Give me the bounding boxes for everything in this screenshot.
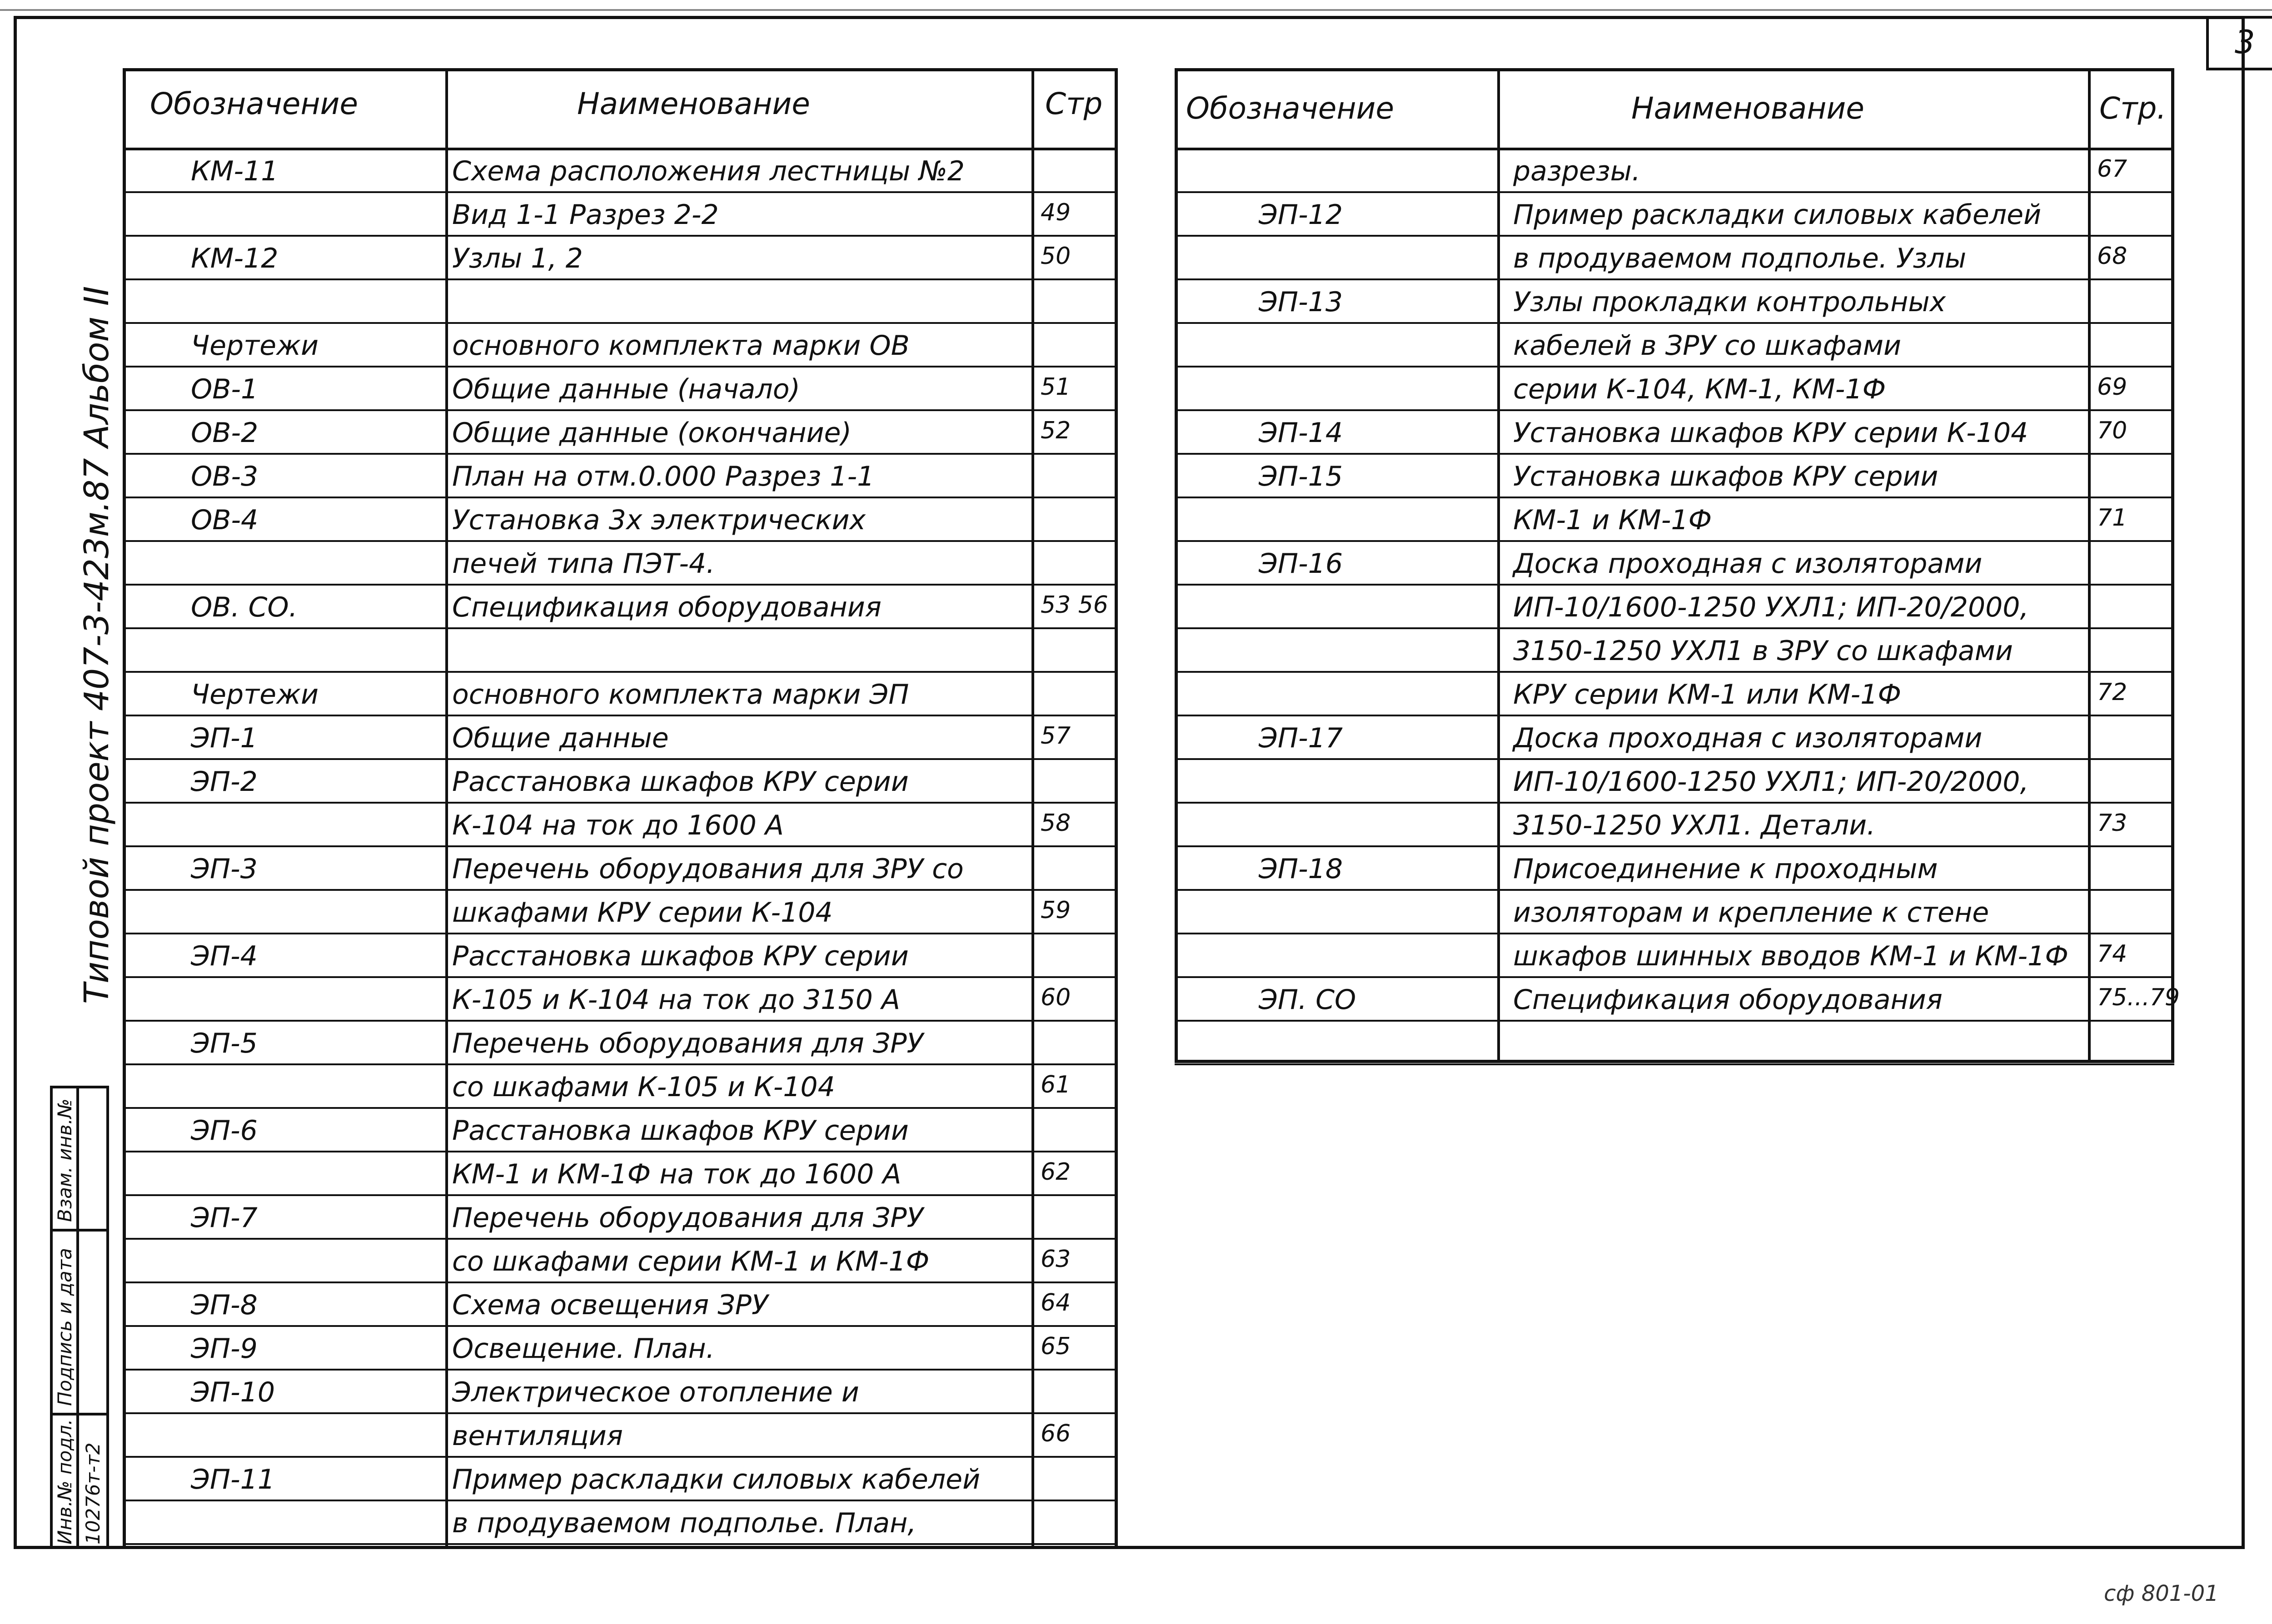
- row-divider: [123, 1151, 1118, 1152]
- row-name: ИП-10/1600-1250 УХЛ1; ИП-20/2000,: [1513, 766, 2029, 798]
- row-designation: ЭП-10: [191, 1376, 275, 1408]
- row-designation: ЭП-5: [191, 1028, 258, 1059]
- left-header-line: [123, 148, 1118, 150]
- stamp-inv-label: Инв.№ подл.: [54, 1419, 76, 1545]
- row-divider: [1175, 627, 2174, 629]
- row-name: изоляторам и крепление к стене: [1513, 897, 1989, 929]
- row-page: 73: [2097, 810, 2128, 837]
- right-col-divider: [1497, 68, 1500, 1063]
- row-name: Установка шкафов КРУ серии К-104: [1513, 417, 2028, 449]
- left-col-divider: [445, 68, 448, 1549]
- row-designation: ЭП. СО: [1259, 984, 1356, 1016]
- top-edge-mark: [0, 9, 2272, 11]
- row-name: К-105 и К-104 на ток до 3150 А: [452, 984, 900, 1016]
- row-page: 51: [1041, 373, 1071, 401]
- row-designation: ЭП-14: [1259, 417, 1343, 449]
- row-divider: [123, 1194, 1118, 1196]
- row-page: 75...79: [2097, 984, 2180, 1011]
- side-title: Типовой проект 407-3-423м.87 Альбом II: [77, 286, 116, 1004]
- row-divider: [123, 540, 1118, 542]
- row-name: Спецификация оборудования: [452, 591, 882, 623]
- row-divider: [1175, 409, 2174, 411]
- row-designation: ЭП-2: [191, 766, 258, 798]
- stamp-podpis-label: Подпись и дата: [54, 1248, 76, 1406]
- row-page: 60: [1041, 984, 1071, 1011]
- row-name: шкафов шинных вводов КМ-1 и КМ-1Ф: [1513, 940, 2068, 972]
- row-name: К-104 на ток до 1600 А: [452, 810, 784, 841]
- row-designation: ОВ. СО.: [191, 591, 298, 623]
- left-header-name: Наименование: [577, 86, 810, 121]
- row-divider: [123, 976, 1118, 978]
- row-divider: [1175, 758, 2174, 760]
- row-name: Пример раскладки силовых кабелей: [452, 1464, 981, 1495]
- row-name: со шкафами серии КМ-1 и КМ-1Ф: [452, 1246, 930, 1277]
- row-name: Установка шкафов КРУ серии: [1513, 461, 1938, 492]
- row-page: 62: [1041, 1158, 1071, 1186]
- row-name: ИП-10/1600-1250 УХЛ1; ИП-20/2000,: [1513, 591, 2029, 623]
- row-divider: [1175, 322, 2174, 324]
- row-designation: КМ-12: [191, 243, 279, 274]
- row-name: Спецификация оборудования: [1513, 984, 1943, 1016]
- row-divider: [1175, 1020, 2174, 1022]
- row-page: 68: [2097, 243, 2128, 270]
- row-divider: [123, 1325, 1118, 1327]
- row-divider: [1175, 366, 2174, 368]
- sheet-number: 3: [2235, 24, 2255, 61]
- row-name: Схема освещения ЗРУ: [452, 1289, 768, 1321]
- row-divider: [123, 497, 1118, 498]
- row-name: Перечень оборудования для ЗРУ: [452, 1028, 923, 1059]
- row-name: Узлы 1, 2: [452, 243, 583, 274]
- row-divider: [123, 409, 1118, 411]
- row-divider: [1175, 1063, 2174, 1065]
- row-name: в продуваемом подполье. Узлы: [1513, 243, 1967, 274]
- row-page: 49: [1041, 199, 1071, 226]
- row-name: печей типа ПЭТ-4.: [452, 548, 715, 580]
- stamp-divider: [50, 1413, 109, 1415]
- row-name: вентиляция: [452, 1420, 623, 1452]
- row-divider: [1175, 191, 2174, 193]
- row-name: Установка 3х электрических: [452, 504, 866, 536]
- row-designation: ЭП-17: [1259, 722, 1343, 754]
- row-divider: [123, 235, 1118, 237]
- row-name: в продуваемом подполье. План,: [452, 1507, 917, 1539]
- row-name: Общие данные: [452, 722, 669, 754]
- row-name: Узлы прокладки контрольных: [1513, 286, 1946, 318]
- row-name: Присоединение к проходным: [1513, 853, 1938, 885]
- row-designation: ЭП-6: [191, 1115, 258, 1147]
- row-name: Перечень оборудования для ЗРУ: [452, 1202, 923, 1234]
- row-divider: [1175, 933, 2174, 934]
- row-page: 63: [1041, 1246, 1071, 1273]
- row-page: 74: [2097, 940, 2128, 968]
- row-name: КМ-1 и КМ-1Ф: [1513, 504, 1712, 536]
- row-name: Расстановка шкафов КРУ серии: [452, 940, 909, 972]
- row-page: 67: [2097, 155, 2128, 183]
- row-name: Освещение. План.: [452, 1333, 715, 1365]
- row-name: КМ-1 и КМ-1Ф на ток до 1600 А: [452, 1158, 902, 1190]
- row-divider: [1175, 453, 2174, 455]
- stamp-divider: [50, 1229, 109, 1232]
- row-name: Общие данные (окончание): [452, 417, 852, 449]
- row-designation: ЭП-15: [1259, 461, 1343, 492]
- stamp-inv-value: 10276т-т2: [82, 1442, 104, 1545]
- row-divider: [123, 715, 1118, 716]
- stamp-divider: [76, 1086, 79, 1549]
- row-designation: ЭП-13: [1259, 286, 1343, 318]
- row-designation: ЭП-12: [1259, 199, 1343, 231]
- row-divider: [1175, 715, 2174, 716]
- left-table-frame: [123, 68, 1118, 1549]
- row-designation: ЭП-4: [191, 940, 258, 972]
- row-designation: ЭП-11: [191, 1464, 275, 1495]
- row-divider: [123, 758, 1118, 760]
- row-divider: [123, 191, 1118, 193]
- row-designation: ОВ-4: [191, 504, 259, 536]
- row-divider: [123, 1543, 1118, 1545]
- row-divider: [123, 453, 1118, 455]
- row-designation: ЭП-8: [191, 1289, 258, 1321]
- row-designation: ЭП-9: [191, 1333, 258, 1365]
- row-name: Электрическое отопление и: [452, 1376, 859, 1408]
- row-divider: [123, 322, 1118, 324]
- row-name: Вид 1-1 Разрез 2-2: [452, 199, 719, 231]
- row-divider: [1175, 802, 2174, 804]
- row-name: Расстановка шкафов КРУ серии: [452, 766, 909, 798]
- row-divider: [123, 1500, 1118, 1501]
- row-page: 59: [1041, 897, 1071, 924]
- row-divider: [123, 584, 1118, 586]
- row-page: 71: [2097, 504, 2128, 531]
- row-designation: ЭП-16: [1259, 548, 1343, 580]
- row-name: 3150-1250 УХЛ1. Детали.: [1513, 810, 1876, 841]
- row-designation: Чертежи: [191, 679, 319, 710]
- left-header-designation: Обозначение: [150, 86, 358, 121]
- row-name: кабелей в ЗРУ со шкафами: [1513, 330, 1901, 362]
- row-designation: ЭП-18: [1259, 853, 1343, 885]
- row-divider: [123, 1020, 1118, 1022]
- footer-code: сф 801-01: [2104, 1581, 2219, 1606]
- row-divider: [1175, 278, 2174, 280]
- left-col-divider: [1031, 68, 1034, 1549]
- row-divider: [1175, 671, 2174, 673]
- row-divider: [123, 889, 1118, 891]
- left-header-page: Стр: [1045, 86, 1103, 121]
- row-page: 53 56: [1041, 591, 1108, 619]
- row-name: разрезы.: [1513, 155, 1641, 187]
- row-divider: [123, 671, 1118, 673]
- row-name: Схема расположения лестницы №2: [452, 155, 965, 187]
- row-designation: ЭП-1: [191, 722, 258, 754]
- row-page: 57: [1041, 722, 1071, 750]
- row-divider: [1175, 889, 2174, 891]
- row-divider: [123, 1281, 1118, 1283]
- row-name: Доска проходная с изоляторами: [1513, 548, 1983, 580]
- row-name: Пример раскладки силовых кабелей: [1513, 199, 2042, 231]
- row-page: 65: [1041, 1333, 1071, 1360]
- row-divider: [123, 1412, 1118, 1414]
- right-header-line: [1175, 148, 2174, 150]
- stamp-vzam-label: Взам. инв.№: [54, 1098, 76, 1222]
- row-name: основного комплекта марки ОВ: [452, 330, 910, 362]
- row-name: Доска проходная с изоляторами: [1513, 722, 1983, 754]
- row-divider: [123, 627, 1118, 629]
- row-page: 50: [1041, 243, 1071, 270]
- row-name: 3150-1250 УХЛ1 в ЗРУ со шкафами: [1513, 635, 2013, 667]
- row-name: План на отм.0.000 Разрез 1-1: [452, 461, 875, 492]
- right-col-divider: [2088, 68, 2091, 1063]
- row-name: КРУ серии КМ-1 или КМ-1Ф: [1513, 679, 1901, 710]
- row-page: 58: [1041, 810, 1071, 837]
- row-name: Расстановка шкафов КРУ серии: [452, 1115, 909, 1147]
- row-page: 72: [2097, 679, 2128, 706]
- row-name: основного комплекта марки ЭП: [452, 679, 909, 710]
- row-designation: ОВ-1: [191, 373, 259, 405]
- row-divider: [1175, 497, 2174, 498]
- row-designation: ЭП-3: [191, 853, 258, 885]
- row-name: со шкафами К-105 и К-104: [452, 1071, 835, 1103]
- row-divider: [123, 802, 1118, 804]
- row-divider: [1175, 976, 2174, 978]
- row-designation: ОВ-3: [191, 461, 259, 492]
- row-divider: [123, 933, 1118, 934]
- row-page: 69: [2097, 373, 2128, 401]
- row-page: 66: [1041, 1420, 1071, 1447]
- row-divider: [123, 1456, 1118, 1458]
- row-divider: [1175, 584, 2174, 586]
- row-designation: ОВ-2: [191, 417, 259, 449]
- row-divider: [123, 278, 1118, 280]
- row-designation: ЭП-7: [191, 1202, 258, 1234]
- row-name: Перечень оборудования для ЗРУ со: [452, 853, 964, 885]
- row-page: 64: [1041, 1289, 1071, 1316]
- row-divider: [123, 845, 1118, 847]
- row-divider: [123, 1238, 1118, 1240]
- row-page: 52: [1041, 417, 1071, 444]
- right-header-page: Стр.: [2099, 91, 2167, 126]
- row-divider: [123, 1107, 1118, 1109]
- row-name: Общие данные (начало): [452, 373, 800, 405]
- row-divider: [1175, 845, 2174, 847]
- row-designation: Чертежи: [191, 330, 319, 362]
- row-page: 61: [1041, 1071, 1071, 1098]
- row-divider: [123, 1369, 1118, 1371]
- right-header-designation: Обозначение: [1186, 91, 1394, 126]
- row-divider: [123, 366, 1118, 368]
- row-divider: [1175, 540, 2174, 542]
- row-designation: КМ-11: [191, 155, 279, 187]
- row-divider: [123, 1063, 1118, 1065]
- row-divider: [1175, 235, 2174, 237]
- right-header-name: Наименование: [1631, 91, 1864, 126]
- row-name: серии К-104, КМ-1, КМ-1Ф: [1513, 373, 1886, 405]
- row-page: 70: [2097, 417, 2128, 444]
- row-name: шкафами КРУ серии К-104: [452, 897, 833, 929]
